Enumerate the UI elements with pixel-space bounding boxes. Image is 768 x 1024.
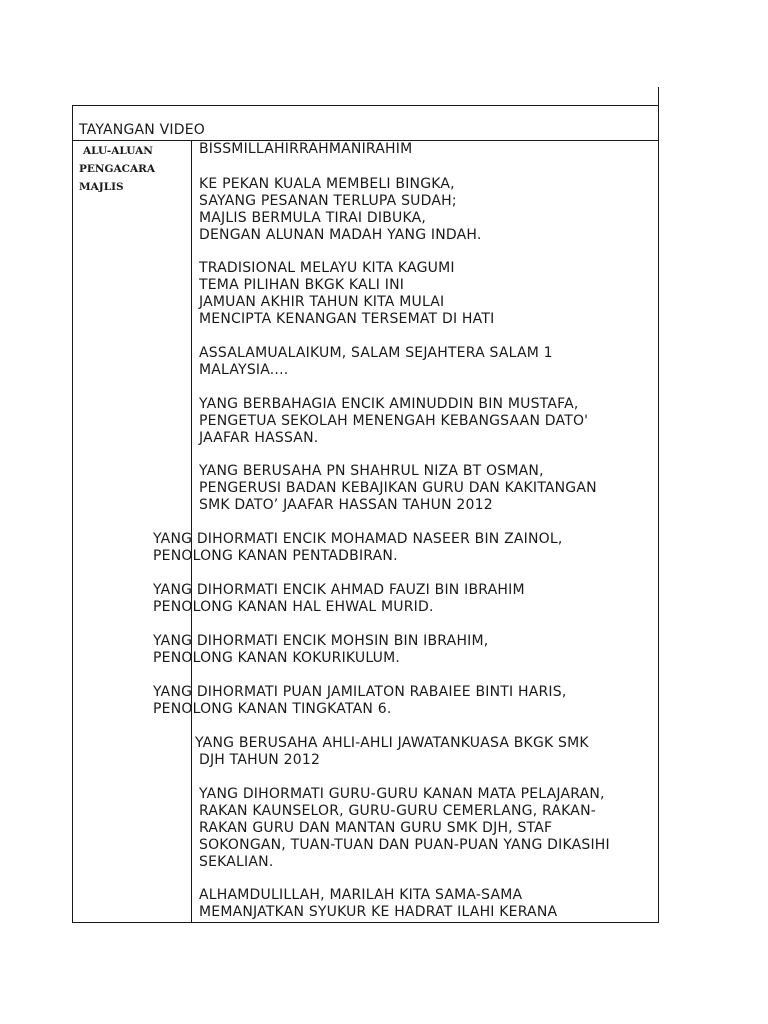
- text-line: RAKAN KAUNSELOR, GURU-GURU CEMERLANG, RAKAN-: [199, 803, 597, 819]
- text-line: SAYANG PESANAN TERLUPA SUDAH;: [199, 193, 457, 209]
- text-line: YANG DIHORMATI ENCIK MOHAMAD NASEER BIN ZAINOL,: [153, 531, 563, 547]
- salam-paragraph: [199, 345, 553, 379]
- text-line: YANG BERBAHAGIA ENCIK AMINUDDIN BIN MUSTAFA,: [199, 396, 579, 412]
- table-border-tick: [658, 87, 659, 105]
- text-line: ALHAMDULILLAH, MARILAH KITA SAMA-SAMA: [199, 887, 523, 903]
- segment-label-line: MAJLIS: [79, 181, 124, 193]
- table-border-top: [72, 105, 659, 106]
- pk-hem-paragraph: [153, 582, 525, 616]
- text-line: JAMUAN AKHIR TAHUN KITA MULAI: [199, 294, 445, 310]
- penutup-paragraph: [199, 887, 557, 921]
- segment-label-cell: [79, 142, 189, 196]
- table-border-bottom: [72, 922, 659, 923]
- opening-paragraph: [199, 141, 412, 158]
- text-line: PENOLONG KANAN HAL EHWAL MURID.: [153, 599, 434, 615]
- text-line: PENOLONG KANAN KOKURIKULUM.: [153, 650, 401, 666]
- text-line: TEMA PILIHAN BKGK KALI INI: [199, 277, 405, 293]
- pk-pentadbiran-paragraph: [153, 531, 563, 565]
- text-line: SMK DATO’ JAAFAR HASSAN TAHUN 2012: [199, 497, 493, 513]
- text-line: YANG BERUSAHA AHLI-AHLI JAWATANKUASA BKGK SMK: [195, 735, 589, 751]
- text-line: YANG DIHORMATI PUAN JAMILATON RABAIEE BINTI HARIS,: [153, 684, 567, 700]
- pantun-1: [199, 176, 482, 244]
- table-border-left: [72, 105, 73, 923]
- pk-koku-paragraph: [153, 633, 488, 667]
- text-line: SOKONGAN, TUAN-TUAN DAN PUAN-PUAN YANG DIKASIHI: [199, 837, 610, 853]
- text-line: MAJLIS BERMULA TIRAI DIBUKA,: [199, 210, 427, 226]
- text-line: PENGETUA SEKOLAH MENENGAH KEBANGSAAN DATO': [199, 413, 589, 429]
- ajk-paragraph: [195, 735, 589, 769]
- text-line: MALAYSIA....: [199, 362, 289, 378]
- text-line: SEKALIAN.: [199, 854, 274, 870]
- text-line: PENOLONG KANAN PENTADBIRAN.: [153, 548, 398, 564]
- text-line: ASSALAMUALAIKUM, SALAM SEJAHTERA SALAM 1: [199, 345, 553, 361]
- text-line: BISSMILLAHIRRAHMANIRAHIM: [199, 141, 413, 157]
- pengerusi-paragraph: [199, 463, 597, 514]
- text-line: TRADISIONAL MELAYU KITA KAGUMI: [199, 260, 455, 276]
- text-line: YANG DIHORMATI ENCIK AHMAD FAUZI BIN IBRAHIM: [153, 582, 525, 598]
- segment-label-line: PENGACARA: [79, 163, 155, 175]
- text-line: DJH TAHUN 2012: [199, 752, 321, 768]
- table-border-right: [658, 105, 659, 923]
- text-line: DENGAN ALUNAN MADAH YANG INDAH.: [199, 227, 482, 243]
- guru-paragraph: [199, 786, 610, 871]
- text-line: YANG BERUSAHA PN SHAHRUL NIZA BT OSMAN,: [199, 463, 544, 479]
- pk-t6-paragraph: [153, 684, 566, 718]
- segment-label-line: ALU-ALUAN: [83, 145, 153, 157]
- text-line: JAAFAR HASSAN.: [199, 430, 319, 446]
- pengetua-paragraph: [199, 396, 588, 447]
- text-line: KE PEKAN KUALA MEMBELI BINGKA,: [199, 176, 455, 192]
- text-line: PENOLONG KANAN TINGKATAN 6.: [153, 701, 392, 717]
- table-header-cell: TAYANGAN VIDEO: [79, 122, 205, 138]
- text-line: MENCIPTA KENANGAN TERSEMAT DI HATI: [199, 311, 495, 327]
- text-line: YANG DIHORMATI GURU-GURU KANAN MATA PELAJARAN,: [199, 786, 605, 802]
- pantun-2: [199, 260, 494, 328]
- text-line: YANG DIHORMATI ENCIK MOHSIN BIN IBRAHIM,: [153, 633, 489, 649]
- text-line: MEMANJATKAN SYUKUR KE HADRAT ILAHI KERANA: [199, 904, 558, 920]
- text-line: RAKAN GURU DAN MANTAN GURU SMK DJH, STAF: [199, 820, 553, 836]
- text-line: PENGERUSI BADAN KEBAJIKAN GURU DAN KAKITANGAN: [199, 480, 597, 496]
